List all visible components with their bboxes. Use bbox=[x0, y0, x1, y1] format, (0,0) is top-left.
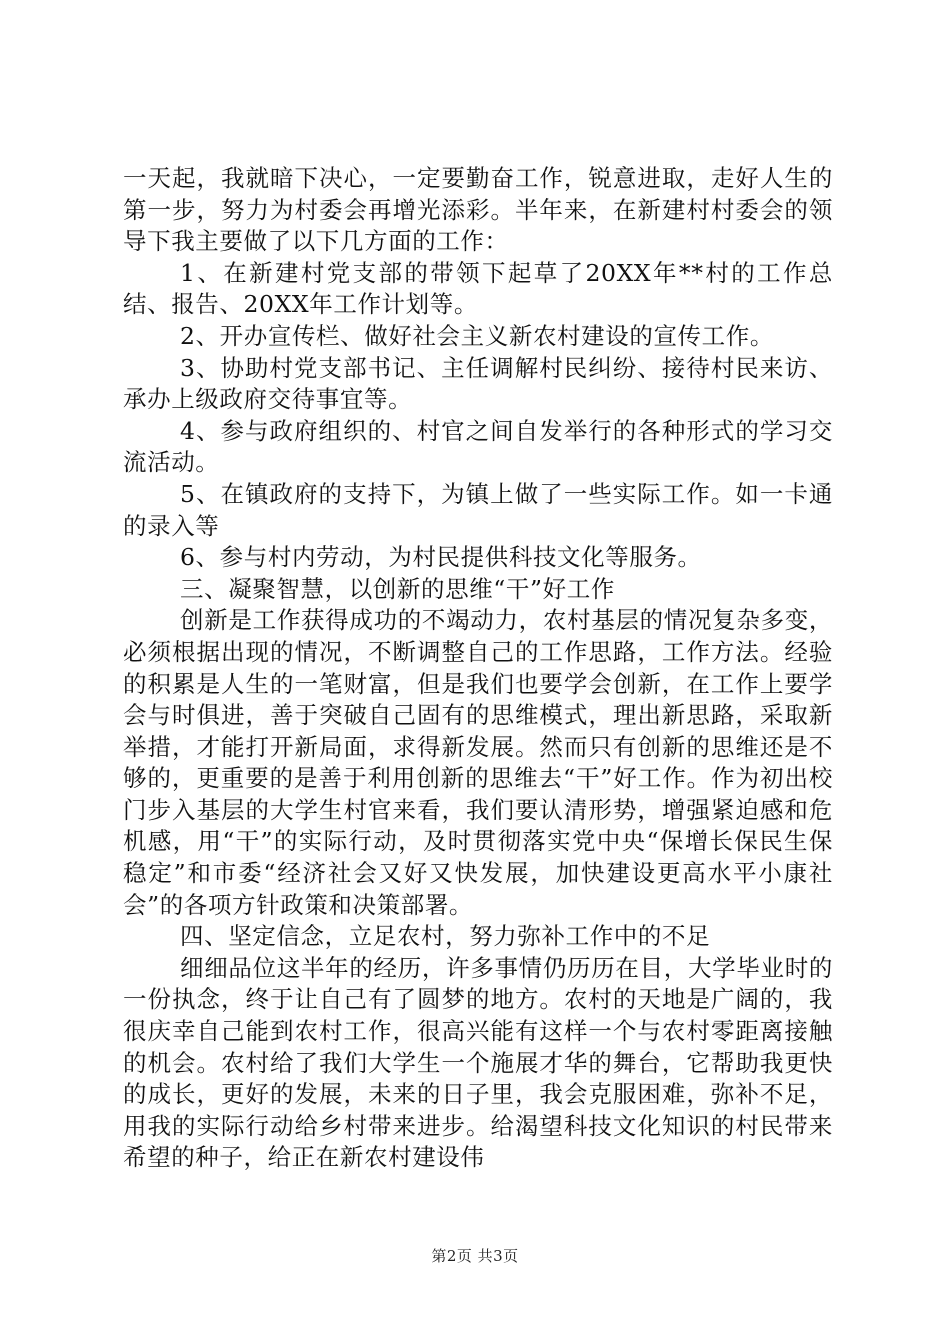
section-heading-3: 三、凝聚智慧，以创新的思维“干”好工作 bbox=[180, 574, 615, 603]
list-item-4: 4、参与政府组织的、村官之间自发举行的各种形式的学习交流活动。 bbox=[123, 416, 833, 477]
list-item-5: 5、在镇政府的支持下，为镇上做了一些实际工作。如一卡通的录入等 bbox=[123, 479, 833, 540]
paragraph-innovation: 创新是工作获得成功的不竭动力，农村基层的情况复杂多变，必须根据出现的情况，不断调整自己的工作思路，工作方法。经验的积累是人生的一笔财富，但是我们也要学会创新，在工作上要学会与时俱进，善于突破自己固有的思维模式，理出新思路，采取新举措，才能打开新局面，求得新发展。然而只有创新的思维还是不够的，更重要的是善于利用创新的思维去“干”好工作。作为初出校门步入基层的大学生村官来看，我们要认清形势，增强紧迫感和危机感，用“干”的实际行动，及时贯彻落实党中央“保增长保民生保稳定”和市委“经济社会又好又快发展，加快建设更高水平小康社会”的各项方针政策和决策部署。 bbox=[123, 606, 833, 919]
list-item-2: 2、开办宣传栏、做好社会主义新农村建设的宣传工作。 bbox=[180, 321, 774, 350]
list-item-3: 3、协助村党支部书记、主任调解村民纠纷、接待村民来访、承办上级政府交待事宜等。 bbox=[123, 353, 833, 414]
document-body bbox=[123, 163, 833, 1174]
list-item-6: 6、参与村内劳动，为村民提供科技文化等服务。 bbox=[180, 543, 702, 572]
page-number-footer: 第2页 共3页 bbox=[431, 1247, 519, 1265]
paragraph-reflection: 细细品位这半年的经历，许多事情仍历历在目，大学毕业时的一份执念，终于让自己有了圆梦的地方。农村的天地是广阔的，我很庆幸自己能到农村工作，很高兴能有这样一个与农村零距离接触的机会。农村给了我们大学生一个施展才华的舞台，它帮助我更快的成长，更好的发展，未来的日子里，我会克服困难，弥补不足，用我的实际行动给乡村带来进步。给渴望科技文化知识的村民带来希望的种子，给正在新农村建设伟 bbox=[123, 953, 833, 1172]
section-heading-4: 四、坚定信念，立足农村，努力弥补工作中的不足 bbox=[180, 922, 711, 951]
paragraph-intro: 一天起，我就暗下决心，一定要勤奋工作，锐意进取，走好人生的第一步，努力为村委会再增光添彩。半年来，在新建村村委会的领导下我主要做了以下几方面的工作： bbox=[123, 164, 833, 256]
list-item-1: 1、在新建村党支部的带领下起草了20XX年**村的工作总结、报告、20XX年工作计划等。 bbox=[123, 258, 833, 319]
